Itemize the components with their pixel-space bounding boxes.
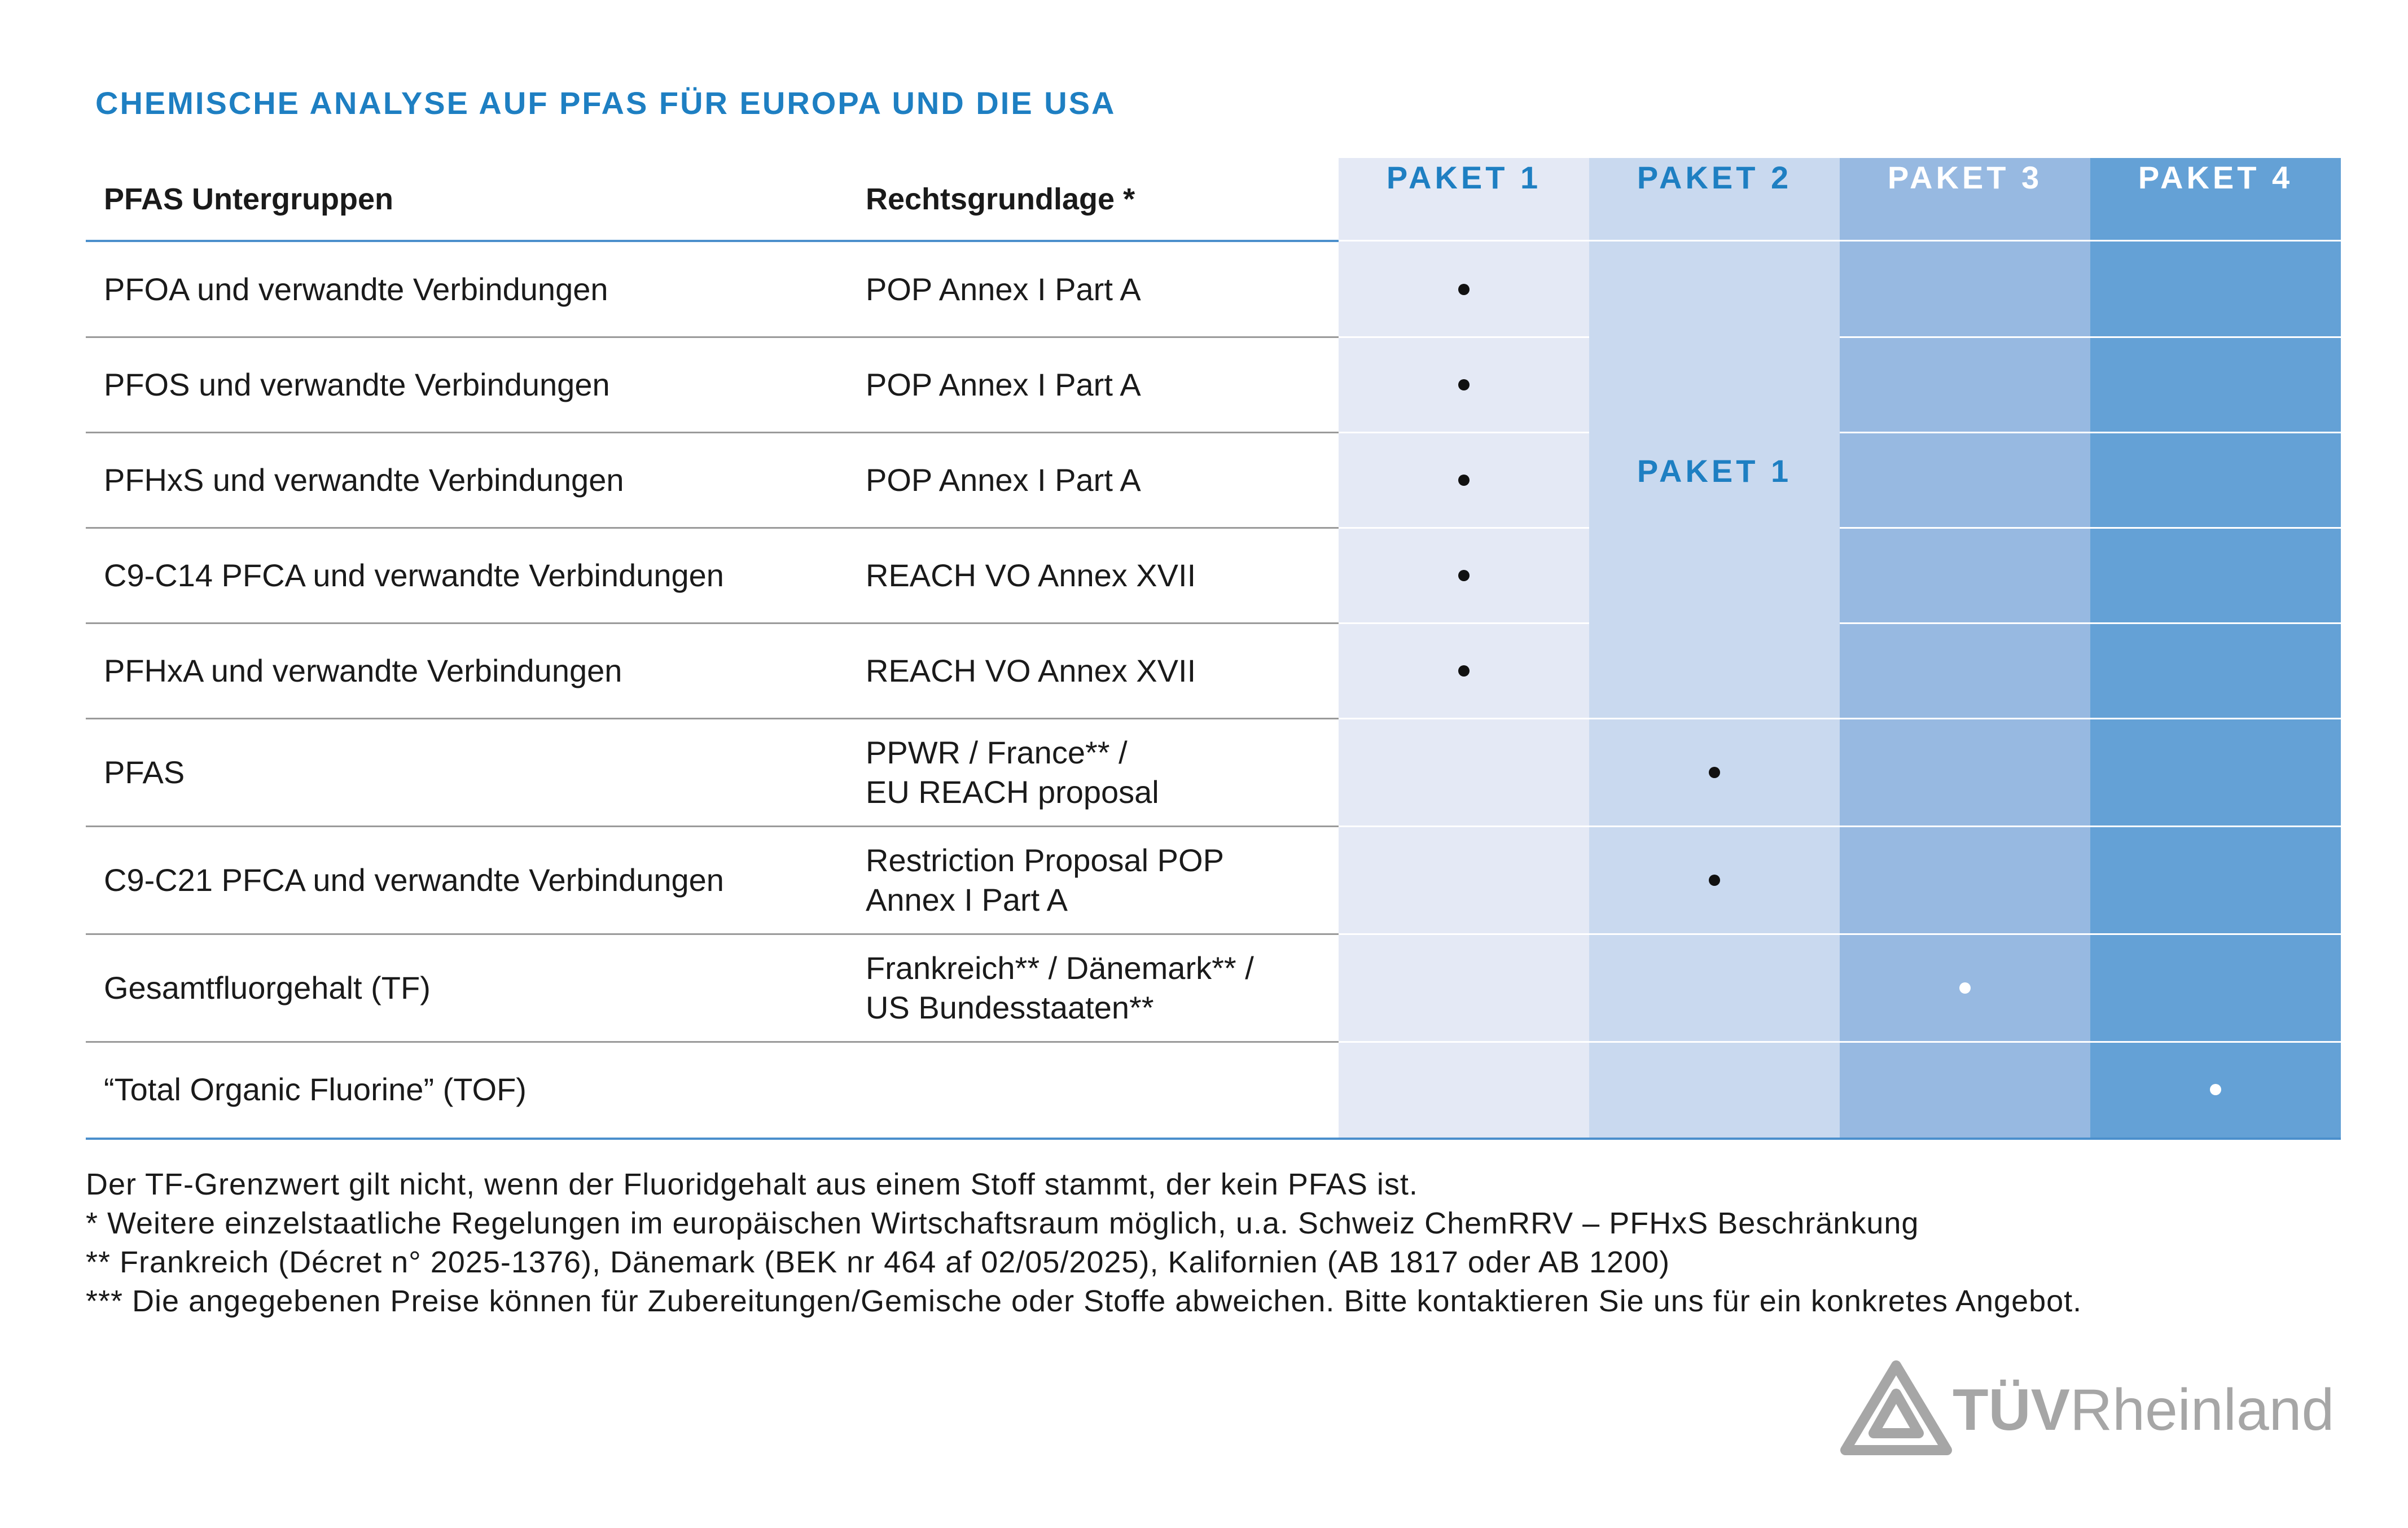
row-legal-basis <box>866 242 1328 337</box>
package-2-header: PAKET 2 <box>1637 160 1792 195</box>
row-subgroup: “Total Organic Fluorine” (TOF) <box>104 1072 527 1107</box>
legal-basis-line: POP Annex I Part A <box>866 462 1141 498</box>
row-legal-basis <box>866 528 1328 623</box>
footnote: * Weitere einzelstaatliche Regelungen im europäischen Wirtschaftsraum möglich, u.a. Schweiz ChemRRV – PFHxS Beschränkung <box>86 1206 1919 1240</box>
header-subgroups: PFAS Untergruppen <box>104 182 394 216</box>
package-row-divider <box>1840 527 2341 529</box>
package-row-divider <box>1840 432 2341 433</box>
legal-basis-line: US Bundesstaaten** <box>866 989 1154 1025</box>
package-row-divider <box>1339 933 2341 935</box>
row-subgroup: C9-C14 PFCA und verwandte Verbindungen <box>104 557 724 593</box>
page-title: CHEMISCHE ANALYSE AUF PFAS FÜR EUROPA UND DIE USA <box>95 85 1116 121</box>
package-row-divider <box>1339 1041 2341 1043</box>
row-subgroup: PFAS <box>104 754 185 790</box>
row-legal-basis <box>866 432 1328 528</box>
legal-basis-line: POP Annex I Part A <box>866 366 1141 402</box>
header-legal-basis: Rechtsgrundlage * <box>866 182 1135 216</box>
row-legal-basis <box>866 337 1328 432</box>
legal-basis-line: REACH VO Annex XVII <box>866 557 1196 593</box>
included-bullet-icon <box>1959 982 1971 994</box>
row-legal-basis <box>866 1042 1328 1138</box>
included-bullet-icon <box>1458 570 1470 581</box>
package-2-column <box>1589 158 1840 1140</box>
row-legal-basis <box>866 623 1328 718</box>
row-legal-basis <box>866 718 1328 826</box>
package-row-divider <box>1840 336 2341 338</box>
legal-basis-line: Annex I Part A <box>866 881 1068 917</box>
footnote: *** Die angegebenen Preise können für Zubereitungen/Gemische oder Stoffe abweichen. Bitte kontaktieren Sie uns für ein konkretes Angebot. <box>86 1284 2082 1318</box>
row-legal-basis <box>866 934 1328 1042</box>
footnotes <box>86 1165 2287 1321</box>
package-row-divider <box>1339 826 2341 827</box>
included-bullet-icon <box>1458 379 1470 390</box>
row-legal-basis <box>866 826 1328 934</box>
brand-logo-text: TÜVRheinland <box>1953 1377 2335 1443</box>
legal-basis-line: EU REACH proposal <box>866 774 1159 810</box>
package-3-header: PAKET 3 <box>1887 160 2043 195</box>
included-bullet-icon <box>1709 767 1720 778</box>
package-row-divider <box>1339 336 1589 338</box>
legal-basis-line: Frankreich** / Dänemark** / <box>866 950 1254 986</box>
legal-basis-line: PPWR / France** / <box>866 734 1128 770</box>
row-subgroup: PFOA und verwandte Verbindungen <box>104 271 608 307</box>
paket-2-includes-paket-1: PAKET 1 <box>1637 453 1792 489</box>
table-bottom-rule <box>86 1138 2341 1140</box>
included-bullet-icon <box>1709 875 1720 886</box>
package-row-divider <box>1840 622 2341 624</box>
legal-basis-line: Restriction Proposal POP <box>866 842 1224 878</box>
row-subgroup: PFHxS und verwandte Verbindungen <box>104 462 624 498</box>
package-row-divider <box>1339 432 1589 433</box>
package-row-divider <box>1339 718 2341 719</box>
included-bullet-icon <box>2210 1084 2221 1095</box>
header-divider-packages <box>1339 240 2341 242</box>
package-1-header: PAKET 1 <box>1386 160 1542 195</box>
row-subgroup: PFOS und verwandte Verbindungen <box>104 366 610 402</box>
included-bullet-icon <box>1458 665 1470 677</box>
row-subgroup: PFHxA und verwandte Verbindungen <box>104 652 622 688</box>
package-4-column <box>2090 158 2341 1140</box>
package-row-divider <box>1339 622 1589 624</box>
legal-basis-line: POP Annex I Part A <box>866 271 1141 307</box>
included-bullet-icon <box>1458 475 1470 486</box>
package-row-divider <box>1339 527 1589 529</box>
package-4-header: PAKET 4 <box>2138 160 2293 195</box>
footnote: ** Frankreich (Décret n° 2025-1376), Dänemark (BEK nr 464 af 02/05/2025), Kalifornien (AB 1817 oder AB 1200) <box>86 1245 1670 1279</box>
included-bullet-icon <box>1458 284 1470 295</box>
package-1-column <box>1339 158 1589 1140</box>
footnote: Der TF-Grenzwert gilt nicht, wenn der Fluoridgehalt aus einem Stoff stammt, der kein PFAS ist. <box>86 1167 1418 1201</box>
legal-basis-line: REACH VO Annex XVII <box>866 652 1196 688</box>
row-subgroup: Gesamtfluorgehalt (TF) <box>104 969 431 1006</box>
row-subgroup: C9-C21 PFCA und verwandte Verbindungen <box>104 862 724 898</box>
